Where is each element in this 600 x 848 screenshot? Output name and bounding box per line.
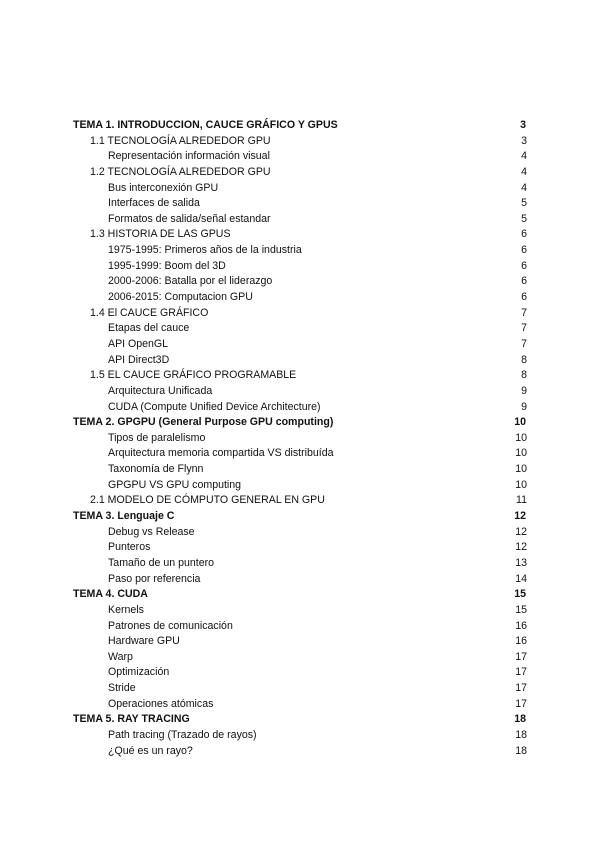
toc-subsection-entry[interactable]: [0, 525, 600, 541]
toc-entry-page-number: 7: [521, 322, 527, 335]
toc-entry-title: 2006-2015: Computacion GPU: [108, 291, 253, 304]
toc-entry-title: Tamaño de un puntero: [108, 556, 215, 569]
toc-subsection-entry[interactable]: [0, 259, 600, 275]
toc-entry-title: CUDA (Compute Unified Device Architecture): [108, 400, 321, 413]
toc-entry-page-number: 18: [515, 744, 527, 757]
toc-entry-page-number: 15: [514, 588, 526, 601]
toc-section-entry[interactable]: [0, 134, 600, 150]
toc-subsection-entry[interactable]: [0, 462, 600, 478]
toc-entry-title: Arquitectura memoria compartida VS distribuída: [108, 447, 334, 460]
toc-entry-title: 1.4 El CAUCE GRÁFICO: [90, 306, 209, 319]
toc-subsection-entry[interactable]: [0, 243, 600, 259]
toc-chapter-entry[interactable]: [0, 587, 600, 603]
toc-entry-title: Formatos de salida/señal estandar: [108, 212, 271, 225]
toc-entry-page-number: 11: [516, 494, 527, 507]
toc-entry-page-number: 5: [521, 197, 527, 210]
toc-entry-page-number: 6: [521, 244, 527, 257]
toc-entry-page-number: 4: [521, 150, 527, 163]
toc-entry-page-number: 8: [521, 353, 527, 366]
toc-subsection-entry[interactable]: [0, 384, 600, 400]
toc-entry-page-number: 7: [521, 306, 527, 319]
toc-entry-title: GPGPU VS GPU computing: [108, 478, 242, 491]
toc-chapter-entry[interactable]: [0, 118, 600, 134]
toc-entry-title: TEMA 3. Lenguaje C: [73, 510, 175, 523]
toc-entry-title: 2000-2006: Batalla por el liderazgo: [108, 275, 273, 288]
toc-entry-title: Punteros: [108, 541, 151, 554]
toc-subsection-entry[interactable]: [0, 619, 600, 635]
toc-subsection-entry[interactable]: [0, 274, 600, 290]
toc-entry-page-number: 5: [521, 212, 527, 225]
toc-entry-title: 1.3 HISTORIA DE LAS GPUS: [90, 228, 231, 241]
table-of-contents: [0, 118, 600, 759]
toc-entry-title: Taxonomía de Flynn: [108, 463, 204, 476]
toc-entry-title: TEMA 4. CUDA: [73, 588, 148, 601]
toc-section-entry[interactable]: [0, 493, 600, 509]
toc-entry-title: Path tracing (Trazado de rayos): [108, 728, 257, 741]
toc-subsection-entry[interactable]: [0, 290, 600, 306]
toc-subsection-entry[interactable]: [0, 478, 600, 494]
toc-entry-page-number: 10: [515, 478, 527, 491]
toc-subsection-entry[interactable]: [0, 556, 600, 572]
toc-entry-page-number: 9: [521, 384, 527, 397]
toc-entry-title: Optimización: [108, 666, 170, 679]
toc-subsection-entry[interactable]: [0, 650, 600, 666]
toc-entry-page-number: 6: [521, 291, 527, 304]
toc-chapter-entry[interactable]: [0, 415, 600, 431]
toc-subsection-entry[interactable]: [0, 149, 600, 165]
toc-entry-title: 1995-1999: Boom del 3D: [108, 259, 226, 272]
toc-entry-page-number: 10: [515, 447, 527, 460]
toc-subsection-entry[interactable]: [0, 212, 600, 228]
toc-entry-title: API Direct3D: [108, 353, 170, 366]
toc-subsection-entry[interactable]: [0, 681, 600, 697]
toc-entry-title: Warp: [108, 650, 133, 663]
toc-entry-title: 1975-1995: Primeros años de la industria: [108, 244, 302, 257]
toc-subsection-entry[interactable]: [0, 400, 600, 416]
toc-subsection-entry[interactable]: [0, 321, 600, 337]
toc-entry-page-number: 4: [521, 181, 527, 194]
toc-entry-title: Kernels: [108, 603, 144, 616]
toc-entry-title: TEMA 5. RAY TRACING: [73, 713, 190, 726]
toc-section-entry[interactable]: [0, 227, 600, 243]
toc-subsection-entry[interactable]: [0, 181, 600, 197]
toc-entry-page-number: 6: [521, 228, 527, 241]
toc-entry-title: Patrones de comunicación: [108, 619, 233, 632]
toc-entry-title: Stride: [108, 682, 136, 695]
toc-entry-title: Arquitectura Unificada: [108, 384, 213, 397]
toc-entry-title: TEMA 2. GPGPU (General Purpose GPU computing): [73, 416, 334, 429]
toc-entry-page-number: 16: [515, 619, 527, 632]
toc-entry-title: Etapas del cauce: [108, 322, 190, 335]
toc-entry-title: 1.5 EL CAUCE GRÁFICO PROGRAMABLE: [90, 369, 297, 382]
toc-entry-page-number: 18: [514, 713, 526, 726]
toc-entry-page-number: 3: [520, 119, 526, 131]
toc-entry-page-number: 13: [515, 556, 527, 569]
toc-subsection-entry[interactable]: [0, 572, 600, 588]
toc-subsection-entry[interactable]: [0, 603, 600, 619]
toc-entry-page-number: 17: [515, 697, 527, 710]
toc-entry-title: Paso por referencia: [108, 572, 201, 585]
toc-entry-title: Representación información visual: [108, 150, 270, 163]
toc-subsection-entry[interactable]: [0, 196, 600, 212]
toc-entry-title: Bus interconexión GPU: [108, 181, 219, 194]
toc-entry-title: Debug vs Release: [108, 525, 195, 538]
toc-subsection-entry[interactable]: [0, 634, 600, 650]
toc-subsection-entry[interactable]: [0, 744, 600, 760]
toc-entry-page-number: 6: [521, 275, 527, 288]
toc-entry-title: Hardware GPU: [108, 635, 180, 648]
toc-chapter-entry[interactable]: [0, 712, 600, 728]
toc-entry-page-number: 10: [515, 431, 527, 444]
toc-entry-title: 1.1 TECNOLOGÍA ALREDEDOR GPU: [90, 134, 271, 147]
toc-entry-page-number: 6: [521, 259, 527, 272]
toc-entry-page-number: 17: [515, 666, 527, 679]
toc-subsection-entry[interactable]: [0, 665, 600, 681]
toc-entry-page-number: 7: [521, 337, 527, 350]
toc-entry-page-number: 8: [521, 369, 527, 382]
toc-entry-title: Tipos de paralelismo: [108, 431, 206, 444]
toc-entry-page-number: 12: [515, 525, 527, 538]
toc-subsection-entry[interactable]: [0, 353, 600, 369]
toc-entry-page-number: 12: [515, 541, 527, 554]
toc-section-entry[interactable]: [0, 165, 600, 181]
toc-entry-page-number: 10: [515, 463, 527, 476]
toc-entry-page-number: 3: [521, 134, 527, 147]
toc-entry-page-number: 9: [521, 400, 527, 413]
toc-entry-page-number: 18: [515, 728, 527, 741]
toc-entry-title: 1.2 TECNOLOGÍA ALREDEDOR GPU: [90, 165, 271, 178]
toc-subsection-entry[interactable]: [0, 337, 600, 353]
toc-subsection-entry[interactable]: [0, 728, 600, 744]
toc-entry-title: 2.1 MODELO DE CÓMPUTO GENERAL EN GPU: [90, 494, 325, 507]
toc-subsection-entry[interactable]: [0, 540, 600, 556]
toc-entry-title: ¿Qué es un rayo?: [108, 744, 193, 757]
toc-entry-page-number: 17: [515, 650, 527, 663]
toc-section-entry[interactable]: [0, 306, 600, 322]
toc-entry-page-number: 16: [515, 635, 527, 648]
toc-entry-page-number: 17: [515, 682, 527, 695]
toc-section-entry[interactable]: [0, 368, 600, 384]
toc-entry-page-number: 10: [514, 416, 526, 429]
toc-subsection-entry[interactable]: [0, 697, 600, 713]
toc-entry-title: TEMA 1. INTRODUCCION, CAUCE GRÁFICO Y GPUS: [73, 119, 338, 131]
toc-entry-page-number: 12: [514, 510, 526, 523]
toc-subsection-entry[interactable]: [0, 431, 600, 447]
toc-subsection-entry[interactable]: [0, 446, 600, 462]
toc-entry-page-number: 15: [515, 603, 527, 616]
toc-entry-title: API OpenGL: [108, 337, 169, 350]
toc-entry-title: Interfaces de salida: [108, 197, 200, 210]
toc-entry-page-number: 4: [521, 165, 527, 178]
toc-entry-title: Operaciones atómicas: [108, 697, 214, 710]
toc-entry-page-number: 14: [515, 572, 527, 585]
toc-chapter-entry[interactable]: [0, 509, 600, 525]
